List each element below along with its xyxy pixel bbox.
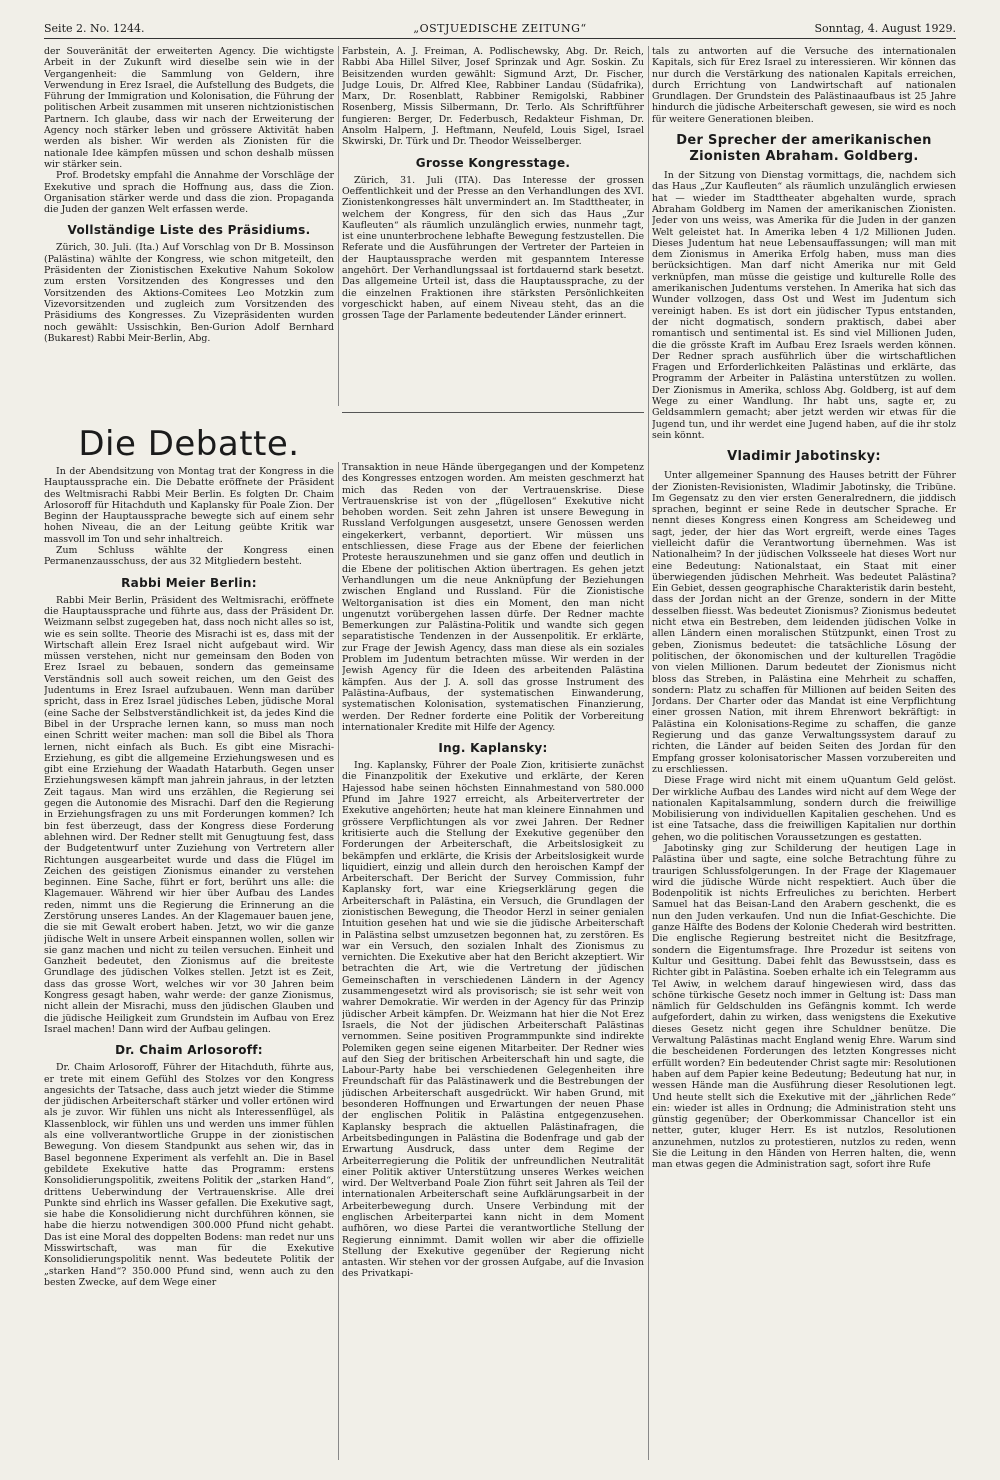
article-text: Zürich, 31. Juli (ITA). Das Interesse der grossen Oeffentlichkeit und der Presse an den Verhandlungen des XVI. Zionistenkongresses hält unvermindert an. Im Stadttheater, in welchem der Kongress, für den sich das Haus „Zur Kaufleuten“ als räumlich unzulänglich erwies, nunmehr tagt, ist eine ununterbrochene lebhafte Bewegung festzustellen. Die Referate und die Ausführungen der Vertreter der Parteien in der Hauptaussprache werden mit gespanntem Interesse angehört. Der Verhandlungssaal ist fortdauernd stark besetzt. Das allgemeine Urteil ist, dass die Hauptaussprache, zu der die einzelnen Fraktionen ihre stärksten Persönlichkeiten vorgeschickt haben, auf einem Niveau steht, das an die grossen Tage der Parlamente bedeutender Länder erinnert. xyxy=(342,174,644,322)
column-rule xyxy=(338,46,339,406)
article-text: Zürich, 30. Juli. (Ita.) Auf Vorschlag von Dr B. Mossinson (Palästina) wählte der Kongress, wie schon mitgeteilt, den Präsidenten der Zionistischen Exekutive Nahum Sokolow zum ersten Vorsitzenden des Kongresses und den Vorsitzenden des Aktions-Comitees Leo Motzkin zum Vizevorsitzenden und zugleich zum Vorsitzenden des Präsidiums des Kongresses. Zu Vizepräsidenten wurden noch gewählt: Ussischkin, Ben-Gurion Adolf Bernhard (Bukarest) Rabbi Meir-Berlin, Abg. xyxy=(44,242,334,344)
section-heading-berlin: Rabbi Meier Berlin: xyxy=(121,575,257,590)
headline-die-debatte: Die Debatte. xyxy=(78,424,300,464)
debatte-middle-column xyxy=(342,462,644,1460)
article-text: Transaktion in neue Hände übergegangen und der Kompetenz des Kongresses entzogen worden. Am meisten geschmerzt hat mich das Reden von der Vertrauenskrise. Diese Vertrauenskrise ist von der „flügellosen“ Exekutive nicht behoben worden. Seit zehn Jahren ist unsere Bewegung in Russland Verfolgungen ausgesetzt, unsere Genossen werden eingekerkert, verbannt, deportiert. Wir müssen uns entschliessen, diese Frage aus der Ebene der feierlichen Proteste herauszunehmen und sie ganz offen und deutlich in die Ebene der politischen Aktion übertragen. Es gehen jetzt Verhandlungen um die neue Anknüpfung der Beziehungen zwischen England und Russland. Für die Zionistische Weltorganisation ist dies ein Moment, den man nicht ungenutzt vorübergehen lassen dürfe. Der Redner machte Bemerkungen zur Palästina-Politik und wandte sich gegen separatistische Tendenzen in der Aussenpolitik. Er erklärte, zur Frage der Jewish Agency, dass man diese als ein soziales Problem im Judentum betrachten müsse. Wir werden in der Jewish Agency für die Ideen des arbeitenden Palästina kämpfen. Aus der J. A. soll das grosse Instrument des Palästina-Aufbaus, der systematischen Einwanderung, systematischen Kolonisation, systematischen Finanzierung, werden. Der Redner forderte eine Politik der Vorbereitung internationaler Kredite mit Hilfe der Agency. xyxy=(342,462,644,733)
article-text: Farbstein, A. J. Freiman, A. Podlischewsky, Abg. Dr. Reich, Rabbi Aba Hillel Silver, Josef Sprinzak und Agr. Soskin. Zu Beisitzenden wurden gewählt: Sigmund Arzt, Dr. Fischer, Judge Louis, Dr. Alfred Klee, Rabbiner Landau (Südafrika), Marx, Dr. Rosenblatt, Rabbiner Remigolski, Rabbiner Rosenberg, Missis Silbermann, Dr. Terlo. Als Schriftführer fungieren: Berger, Dr. Federbusch, Redakteur Fishman, Dr. Ansolm Halpern, J. Heftmann, Neufeld, Louis Sigel, Israel Skwirski, Dr. Türk und Dr. Theodor Weisselberger. xyxy=(342,46,644,148)
section-heading-arlosoroff: Dr. Chaim Arlosoroff: xyxy=(115,1043,263,1058)
article-text: Ing. Kaplansky, Führer der Poale Zion, kritisierte zunächst die Finanzpolitik der Exekutive und erklärte, der Keren Hajessod habe seinen höchsten Einnahmestand von 580.000 Pfund im Jahre 1927 erreicht, als Arbeitervertreter der Exekutive angehörten; heute hat man kleinere Einnahmen und grössere Verpflichtungen als vor zwei Jahren. Der Redner kritisierte auch die Stellung der Exekutive gegenüber den Forderungen der Arbeiterschaft, die Arbeitslosigkeit zu bekämpfen und erklärte, die Krisis der Arbeitslosigkeit wurde liquidiert, einzig und allein durch den heroischen Kampf der Arbeiterschaft. Der Bericht der Survey Commission, fuhr Kaplansky fort, war eine Kriegserklärung gegen die Arbeiterschaft in Palästina, ein Versuch, die Grundlagen der zionistischen Bewegung, die Theodor Herzl in seiner genialen Intuition gesehen hat und wie sie die jüdische Arbeiterschaft in Palästina selbst umzusetzen begonnen hat, zu zerstören. Es war ein Versuch, den sozialen Inhalt des Zionismus zu vernichten. Die Exekutive aber hat den Bericht akzeptiert. Wir betrachten die Art, wie die Vertretung der jüdischen Gemeinschaften in verschiedenen Ländern in der Agency zusammengesetzt wird als provisorisch; sie ist sehr weit von wahrer Demokratie. Wir werden in der Agency für das Prinzip jüdischer Arbeit kämpfen. Dr. Weizmann hat hier die Not Erez Israels, die Not der jüdischen Arbeiterschaft Palästinas vernommen. Seine positiven Programmpunkte sind indirekte Polemiken gegen seine eigenen Mitarbeiter. Der Redner wies auf den Sieg der britischen Arbeiterschaft hin und sagte, die Labour-Party habe bei verschiedenen Gelegenheiten ihre Freundschaft für das Palästinawerk und die Bestrebungen der jüdischen Arbeiterschaft ausgedrückt. Wir haben Grund, mit besonderen Hoffnungen und Erwartungen der neuen Phase der englischen Politik in Palästina entgegenzusehen. Kaplansky besprach die aktuellen Palästinafragen, die Arbeitsbedingungen in Palästina die Bodenfrage und gab der Erwartung Ausdruck, dass unter dem Regime der Arbeiterregierung die Politik der unfreundlichen Neutralität einer Politik aktiver Unterstützung unseres Werkes weichen wird. Der Weltverband Poale Zion führt seit Jahren als Teil der internationalen Arbeiterschaft seine Aufklärungsarbeit in der Arbeiterbewegung durch. Unsere Verbindung mit der englischen Arbeiterpartei kann nicht in dem Moment aufhören, wo diese Partei die verantwortliche Stellung der Regierung einnimmt. Damit wollen wir aber die offizielle Stellung der Exekutive gegenüber der Regierung nicht antasten. Wir stehen vor der grossen Aufgabe, auf die Invasion des Privatkapi- xyxy=(342,760,644,1280)
section-heading-goldberg: Der Sprecher der amerikanischen Zionisten Abraham. Goldberg. xyxy=(676,133,932,165)
article-text: Rabbi Meir Berlin, Präsident des Weltmisrachi, eröffnete die Hauptaussprache und führte aus, dass der Präsident Dr. Weizmann selbst zugegeben hat, dass noch nicht alles so ist, wie es sein sollte. Theorie des Misrachi ist es, dass mit der Wirtschaft allein Erez Israel nicht aufgebaut wird. Wir müssen verstehen, nicht nur gemeinsam den Boden von Erez Israel zu bebauen, sondern das gemeinsame Verständnis soll auch soweit reichen, um den Geist des Judentums in Erez Israel aufzubauen. Wenn man darüber spricht, dass in Erez Israel jüdisches Leben, jüdische Moral (eine Sache der Selbstverständlichkeit ist, da jedes Kind die Bibel in der Ursprache lernen kann, so muss man noch einen Schritt weiter machen: man soll die Bibel als Thora lernen, nicht einfach als Buch. Es gibt eine Misrachi-Erziehung, es gibt die allgemeine Erziehungswesen und es gibt eine Erziehung der Waadath Hatarbuth. Gegen unser Erziehungswesen kämpft man jahrein jahraus, in der letzten Zeit tagaus. Man wird uns erzählen, die Regierung sei gegen die Autonomie des Misrachi. Darf den die Regierung in Erziehungsfragen zu uns mit Forderungen kommen? Ich bin fest überzeugt, dass der Kongress diese Forderung ablehnen wird. Der Redner stellt mit Genugtuung fest, dass der Budgetentwurf unter Zuziehung von Vertretern aller Richtungen ausgearbeitet wurde und dass die Flügel im Zeichen des geistigen Zionismus einander zu verstehen beginnen. Eine Sache, führt er fort, berührt uns alle: die Klagemauer. Während wir hier über Aufbau des Landes reden, nimmt uns die Regierung die Erinnerung an die Zerstörung unseres Landes. An der Klagemauer bauen jene, die sie mit Gewalt erobert haben. Jetzt, wo wir die ganze jüdische Welt in unsere Arbeit einspannen wollen, sollen wir sie ganz machen und nicht zu teilen versuchen. Einheit und Ganzheit bedeutet, den Zionismus auf die breiteste Grundlage des jüdischen Volkes stellen. Jetzt ist es Zeit, dass das grosse Wort, welches wir vor 30 Jahren beim Kongress gesagt haben, wahr werde: der ganze Zionismus, nicht allein der Misrachi, muss den jüdischen Glauben und die jüdische Heiligkeit zum Grundstein im Aufbau von Erez Israel machen! Dann wird der Aufbau gelingen. xyxy=(44,594,334,1035)
top-left-column xyxy=(44,46,334,406)
debatte-left-column xyxy=(44,466,334,1460)
article-text: tals zu antworten auf die Versuche des internationalen Kapitals, sich für Erez Israel zu interessieren. Wir können das nur durch die Verstärkung des nationalen Kapitals erreichen, durch Errichtung von Landwirtschaft auf nationalen Grundlagen. Der Grundstein des Palästinaaufbaus ist 25 Jahre hindurch die jüdische Arbeiterschaft gewesen, sie wird es noch für weitere Generationen bleiben. xyxy=(652,46,956,125)
article-text: Jabotinsky ging zur Schilderung der heutigen Lage in Palästina über und sagte, eine solche Betrachtung führe zu traurigen Schlussfolgerungen. In der Frage der Klagemauer wird die jüdische Würde nicht respektiert. Auch über die Bodenpolitik ist nichts Erfreuliches zu berichten. Herbert Samuel hat das Beisan-Land den Arabern geschenkt, die es nun den Juden verkaufen. Und nun die Infiat-Geschichte. Die ganze Hälfte des Bodens der Kolonie Chederah wird bestritten. Die englische Regierung bestreitet nicht die Besitzfrage, sondern die Eigentumsfrage. Ihre Prozedur ist seitens von Kultur und Gesittung. Dabei fehlt das Bewusstsein, dass es Richter gibt in Palästina. Soeben erhalte ich ein Telegramm aus Tel Awiw, in welchem darauf hingewiesen wird, dass das schöne türkische Gesetz noch immer in Geltung ist: Dass man nämlich für Geldschulden ins Gefängnis kommt. Ich werde aufgefordert, dahin zu wirken, dass wenigstens die Exekutive dieses Gesetz nicht gegen ihre Schuldner benütze. Die Verwaltung Palästinas macht England wenig Ehre. Warum sind die bescheidenen Forderungen des letzten Kongresses nicht erfüllt worden? Ein bedeutender Christ sagte mir: Resolutionen haben auf dem Papier keine Bedeutung; Bedeutung hat nur, in wessen Hände man die Ausführung dieser Resolutionen legt. Und heute stellt sich die Exekutive mit der „jährlichen Rede“ ein: wieder ist alles in Ordnung; die Administration steht uns günstig gegenüber; der Oberkommissar Chancellor ist ein netter, guter, kluger Herr. Es ist nutzlos, Resolutionen anzunehmen, nutzlos zu protestieren, nutzlos zu reden, wenn Sie die Leitung in den Händen von Herren halten, die, wenn man etwas gegen die Administration sagt, sofort ihre Rufe xyxy=(652,843,956,1171)
top-middle-column xyxy=(342,46,644,406)
column-rule xyxy=(338,462,339,1460)
article-text: Zum Schluss wählte der Kongress einen Permanenzausschuss, der aus 32 Mitgliedern besteht. xyxy=(44,545,334,568)
column-rule xyxy=(648,46,649,1460)
page-number: Seite 2. No. 1244. xyxy=(44,22,145,35)
section-rule xyxy=(342,412,644,413)
section-heading-praesidium: Vollständige Liste des Präsidiums. xyxy=(67,223,311,238)
issue-date: Sonntag, 4. August 1929. xyxy=(814,22,956,35)
article-text: Dr. Chaim Arlosoroff, Führer der Hitachduth, führte aus, er trete mit einem Gefühl des Stolzes vor den Kongress angesichts der Tatsache, dass auch jetzt wieder die Stimme der jüdischen Arbeiterschaft stärker und voller ertönen wird als je zuvor. Wir fühlen uns nicht als Interessenflügel, als Klassenblock, wir fühlen uns und werden uns immer fühlen als eine vollverantwortliche Gruppe in der zionistischen Bewegung. Von diesem Standpunkt aus sehen wir, das in Basel begonnene Experiment als verfehlt an. Die in Basel gebildete Exekutive hatte das Programm: erstens Konsolidierungspolitik, zweitens Politik der „starken Hand“, drittens Ueberwindung der Vertrauenskrise. Alle drei Punkte sind ehrlich ins Wasser gefallen. Die Exekutive sagt, sie habe die Konsolidierung nicht durchführen können, sie habe die hierzu notwendigen 300.000 Pfund nicht gehabt. Das ist eine Moral des doppelten Bodens: man redet nur uns Misswirtschaft, was man für die Exekutive Konsolidierungspolitik nennt. Was bedeutete Politik der „starken Hand“? 350.000 Pfund sind, wenn auch zu den besten Zwecke, auf dem Wege einer xyxy=(44,1062,334,1288)
masthead xyxy=(44,22,956,39)
article-text: Prof. Brodetsky empfahl die Annahme der Vorschläge der Exekutive und sprach die Hoffnung aus, dass die Zion. Organisation stärker werde und dass die zion. Propaganda die Juden der ganzen Welt erfassen werde. xyxy=(44,170,334,216)
newspaper-title: „OSTJUEDISCHE ZEITUNG“ xyxy=(413,22,587,35)
section-heading-kaplansky: Ing. Kaplansky: xyxy=(438,741,548,756)
right-column xyxy=(652,46,956,1460)
article-text: der Souveränität der erweiterten Agency. Die wichtigste Arbeit in der Zukunft wird dieselbe sein wie in der Vergangenheit: die Sammlung von Geldern, ihre Verwendung in Erez Israel, die Aufstellung des Budgets, die Führung der Immigration und Kolonisation, die Führung der politischen Arbeit zusammen mit unseren nichtzionistischen Partnern. Ich glaube, dass wir nach der Erweiterung der Agency noch stärker leben und grössere Aktivität haben werden als bisher. Wir werden als Zionisten für die nationale Idee kämpfen müssen und schon deshalb müssen wir stärker sein. xyxy=(44,46,334,170)
section-heading-kongresstage: Grosse Kongresstage. xyxy=(415,155,571,170)
article-text: In der Sitzung von Dienstag vormittags, die, nachdem sich das Haus „Zur Kaufleuten“ als räumlich unzulänglich erwiesen hat — wieder im Stadttheater abgehalten wurde, sprach Abraham Goldberg im Namen der amerikanischen Zionisten. Jeder von uns weiss, was Amerika für die Juden in der ganzen Welt geleistet hat. In Amerika leben 4 1/2 Millionen Juden. Dieses Judentum hat neue Lebensauffassungen; will man mit dem Zionismus in Amerika Erfolg haben, muss man dies berücksichtigen. Man darf nicht Amerika nur mit Geld verknüpfen, man müsse die geistige und kulturelle Rolle des amerikanischen Judentums verstehen. In Amerika hat sich das Wunder vollzogen, dass Ost und West im Judentum sich vereinigt haben. Es ist dort ein jüdischer Typus entstanden, der nicht dogmatisch, sondern praktisch, dabei aber romantisch und sentimental ist. Es sind viel Millionen Juden, die die grösste Kraft im Aufbau Erez Israels werden können. Der Redner sprach ausführlich über die wirtschaftlichen Fragen und Erforderlichkeiten Palästinas und erklärte, das Programm der Arbeiter in Palästina unterstützen zu wollen. Der Zionismus in Amerika, schloss Abg. Goldberg, ist auf dem Wege zu einer Wandlung. Ihr habt uns, sagte er, zu Geldsammlern gemacht; aber jetzt werden wir etwas für die Jugend tun, und ihr werdet eine Jugend haben, auf die ihr stolz sein könnt. xyxy=(652,170,956,441)
article-text: Unter allgemeiner Spannung des Hauses betritt der Führer der Zionisten-Revisionisten, Wladimir Jabotinsky, die Tribüne. Im Gegensatz zu den vier ersten Generalrednern, die jiddisch sprachen, beginnt er seine Rede in deutscher Sprache. Er nennt dieses Kongress einen Kongress am Scheideweg und sagt, jeder, der hier das Wort ergreift, werde eines Tages vielleicht dafür die Verantwortung übernehmen. Was ist Nationalheim? In der jüdischen Volksseele hat dieses Wort nur eine Bedeutung: Nationalstaat, ein Staat mit einer überwiegenden jüdischen Mehrheit. Was bedeutet Palästina? Ein Gebiet, dessen geographische Charakteristik darin besteht, dass der Jordan nicht an der Grenze, sondern in der Mitte desselben fliesst. Was bedeutet Zionismus? Zionismus bedeutet nicht etwa ein Bestreben, dem leidenden jüdischen Volke in allen Ländern einen moralischen Stützpunkt, einen Trost zu geben, Zionismus bedeutet: die tatsächliche Lösung der politischen, der ökonomischen und der kulturellen Tragödie von vielen Millionen. Darum bedeutet der Zionismus nicht bloss das Streben, in Palästina eine Mehrheit zu schaffen, sondern: Platz zu schaffen für Millionen auf beiden Seiten des Jordans. Der Charter oder das Mandat ist eine Verpflichtung einer grossen Nation, mit ihrem Ehrenwort bekräftigt: in Palästina ein Kolonisations-Regime zu schaffen, die ganze Regierung und das ganze Verwaltungssystem darauf zu richten, die Länder auf beiden Seiten des Jordan für den Empfang grosser kolonisatorischer Massen vorzubereiten und zu erschliessen. xyxy=(652,470,956,775)
section-heading-jabotinsky: Vladimir Jabotinsky: xyxy=(727,449,881,465)
article-text: In der Abendsitzung von Montag trat der Kongress in die Hauptaussprache ein. Die Debatte eröffnete der Präsident des Weltmisrachi Rabbi Meir Berlin. Es folgten Dr. Chaim Arlosoroff für Hitachduth und Kaplansky für Poale Zion. Der Beginn der Hauptaussprache bewegte sich auf einem sehr hohen Niveau, die an der Leitung geübte Kritik war massvoll im Ton und sehr inhaltreich. xyxy=(44,466,334,545)
article-text: Diese Frage wird nicht mit einem uQuantum Geld gelöst. Der wirkliche Aufbau des Landes wird nicht auf dem Wege der nationalen Kapitalsammlung, sondern durch die freiwillige Mobilisierung von individuellen Kapitalien geschehen. Und es ist eine Tatsache, dass die freiwilligen Kapitalien nur dorthin gehen, wo die politischen Voraussetzungen es gestatten. xyxy=(652,775,956,843)
